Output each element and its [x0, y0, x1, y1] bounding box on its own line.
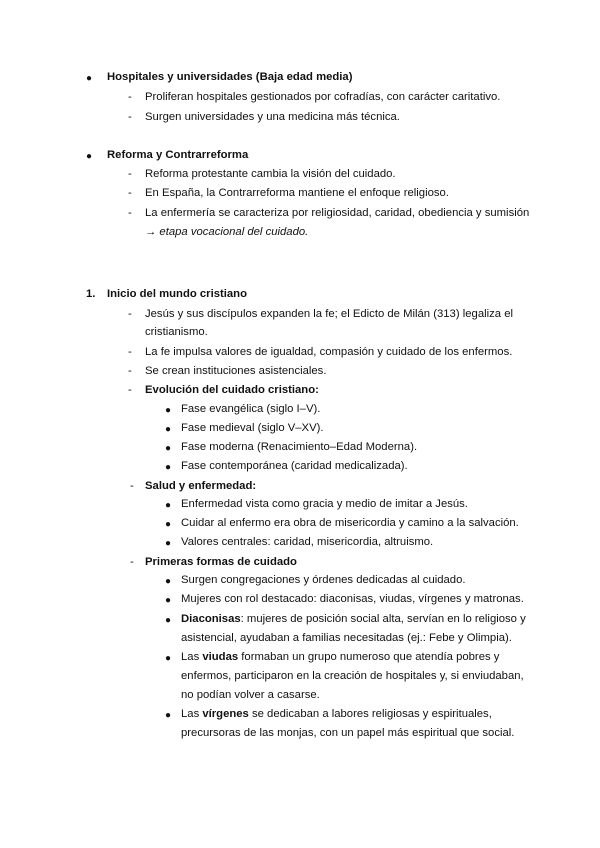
bullet-icon: ● [165, 443, 172, 454]
bullet-icon: ● [165, 576, 172, 587]
list-item: Jesús y sus discípulos expanden la fe; el Edicto de Milán (313) legaliza el [145, 308, 513, 320]
bullet-icon: ● [86, 73, 93, 84]
text: formaban un grupo numeroso que atendía pobres y [238, 651, 500, 663]
list-item-continuation: → etapa vocacional del cuidado. [145, 226, 309, 238]
dash-icon: - [130, 480, 134, 492]
list-item: Surgen congregaciones y órdenes dedicadas al cuidado. [181, 574, 466, 586]
subheading-evolucion: Evolución del cuidado cristiano: [145, 384, 319, 396]
bullet-icon: ● [165, 462, 172, 473]
bullet-icon: ● [165, 595, 172, 606]
list-item-diaconisas [181, 612, 526, 627]
subheading-primeras: Primeras formas de cuidado [145, 556, 297, 568]
dash-icon: - [128, 168, 132, 180]
list-item: Fase medieval (siglo V–XV). [181, 422, 324, 434]
term-viudas: viudas [202, 651, 239, 663]
term-diaconisas: Diaconisas [181, 613, 241, 625]
dash-icon: - [128, 91, 132, 103]
list-item: Proliferan hospitales gestionados por cofradías, con carácter caritativo. [145, 91, 501, 103]
list-item-continuation: no podían volver a casarse. [181, 689, 320, 701]
list-item: La fe impulsa valores de igualdad, compasión y cuidado de los enfermos. [145, 346, 513, 358]
list-item-continuation: asistencial, ayudaban a familias necesitadas (ej.: Febe y Olimpia). [181, 632, 512, 644]
bullet-icon: ● [86, 151, 93, 162]
section-number: 1. [86, 288, 96, 300]
list-item: Fase moderna (Renacimiento–Edad Moderna). [181, 441, 418, 453]
bullet-icon: ● [165, 500, 172, 511]
text: se dedicaban a labores religiosas y espirituales, [248, 708, 492, 720]
list-item: En España, la Contrarreforma mantiene el enfoque religioso. [145, 187, 449, 199]
dash-icon: - [128, 207, 132, 219]
list-item-continuation: enfermos, participaron en la creación de hospitales y, si enviudaban, [181, 670, 524, 682]
list-item: La enfermería se caracteriza por religiosidad, caridad, obediencia y sumisión [145, 207, 530, 219]
list-item-virgenes [181, 707, 492, 722]
dash-icon: - [128, 384, 132, 396]
text: Las [181, 708, 203, 720]
dash-icon: - [128, 187, 132, 199]
list-item: Cuidar al enfermo era obra de misericordia y camino a la salvación. [181, 517, 519, 529]
list-item: Fase contemporánea (caridad medicalizada). [181, 460, 408, 472]
text: Las [181, 651, 203, 663]
list-item: Se crean instituciones asistenciales. [145, 365, 327, 377]
dash-icon: - [128, 365, 132, 377]
list-item-continuation: precursoras de las monjas, con un papel más espiritual que social. [181, 727, 515, 739]
section-heading-inicio: Inicio del mundo cristiano [107, 288, 247, 300]
list-item: Valores centrales: caridad, misericordia, altruismo. [181, 536, 434, 548]
bullet-icon: ● [165, 653, 172, 664]
bullet-icon: ● [165, 424, 172, 435]
list-item-continuation: cristianismo. [145, 326, 208, 338]
bullet-icon: ● [165, 519, 172, 530]
list-item: Enfermedad vista como gracia y medio de imitar a Jesús. [181, 498, 468, 510]
bullet-icon: ● [165, 405, 172, 416]
text: : mujeres de posición social alta, servían en lo religioso y [240, 613, 526, 625]
term-virgenes: vírgenes [202, 708, 249, 720]
subheading-salud: Salud y enfermedad: [145, 480, 257, 492]
list-item: Fase evangélica (siglo I–V). [181, 403, 321, 415]
dash-icon: - [128, 346, 132, 358]
dash-icon: - [130, 556, 134, 568]
list-item: Reforma protestante cambia la visión del cuidado. [145, 168, 396, 180]
section-heading-hospitales: Hospitales y universidades (Baja edad media) [107, 71, 353, 83]
dash-icon: - [128, 111, 132, 123]
bullet-icon: ● [165, 538, 172, 549]
bullet-icon: ● [165, 615, 172, 626]
section-heading-reforma: Reforma y Contrarreforma [107, 149, 249, 161]
list-item-viudas [181, 650, 499, 665]
dash-icon: - [128, 308, 132, 320]
bullet-icon: ● [165, 710, 172, 721]
list-item: Surgen universidades y una medicina más técnica. [145, 111, 400, 123]
list-item: Mujeres con rol destacado: diaconisas, viudas, vírgenes y matronas. [181, 593, 524, 605]
